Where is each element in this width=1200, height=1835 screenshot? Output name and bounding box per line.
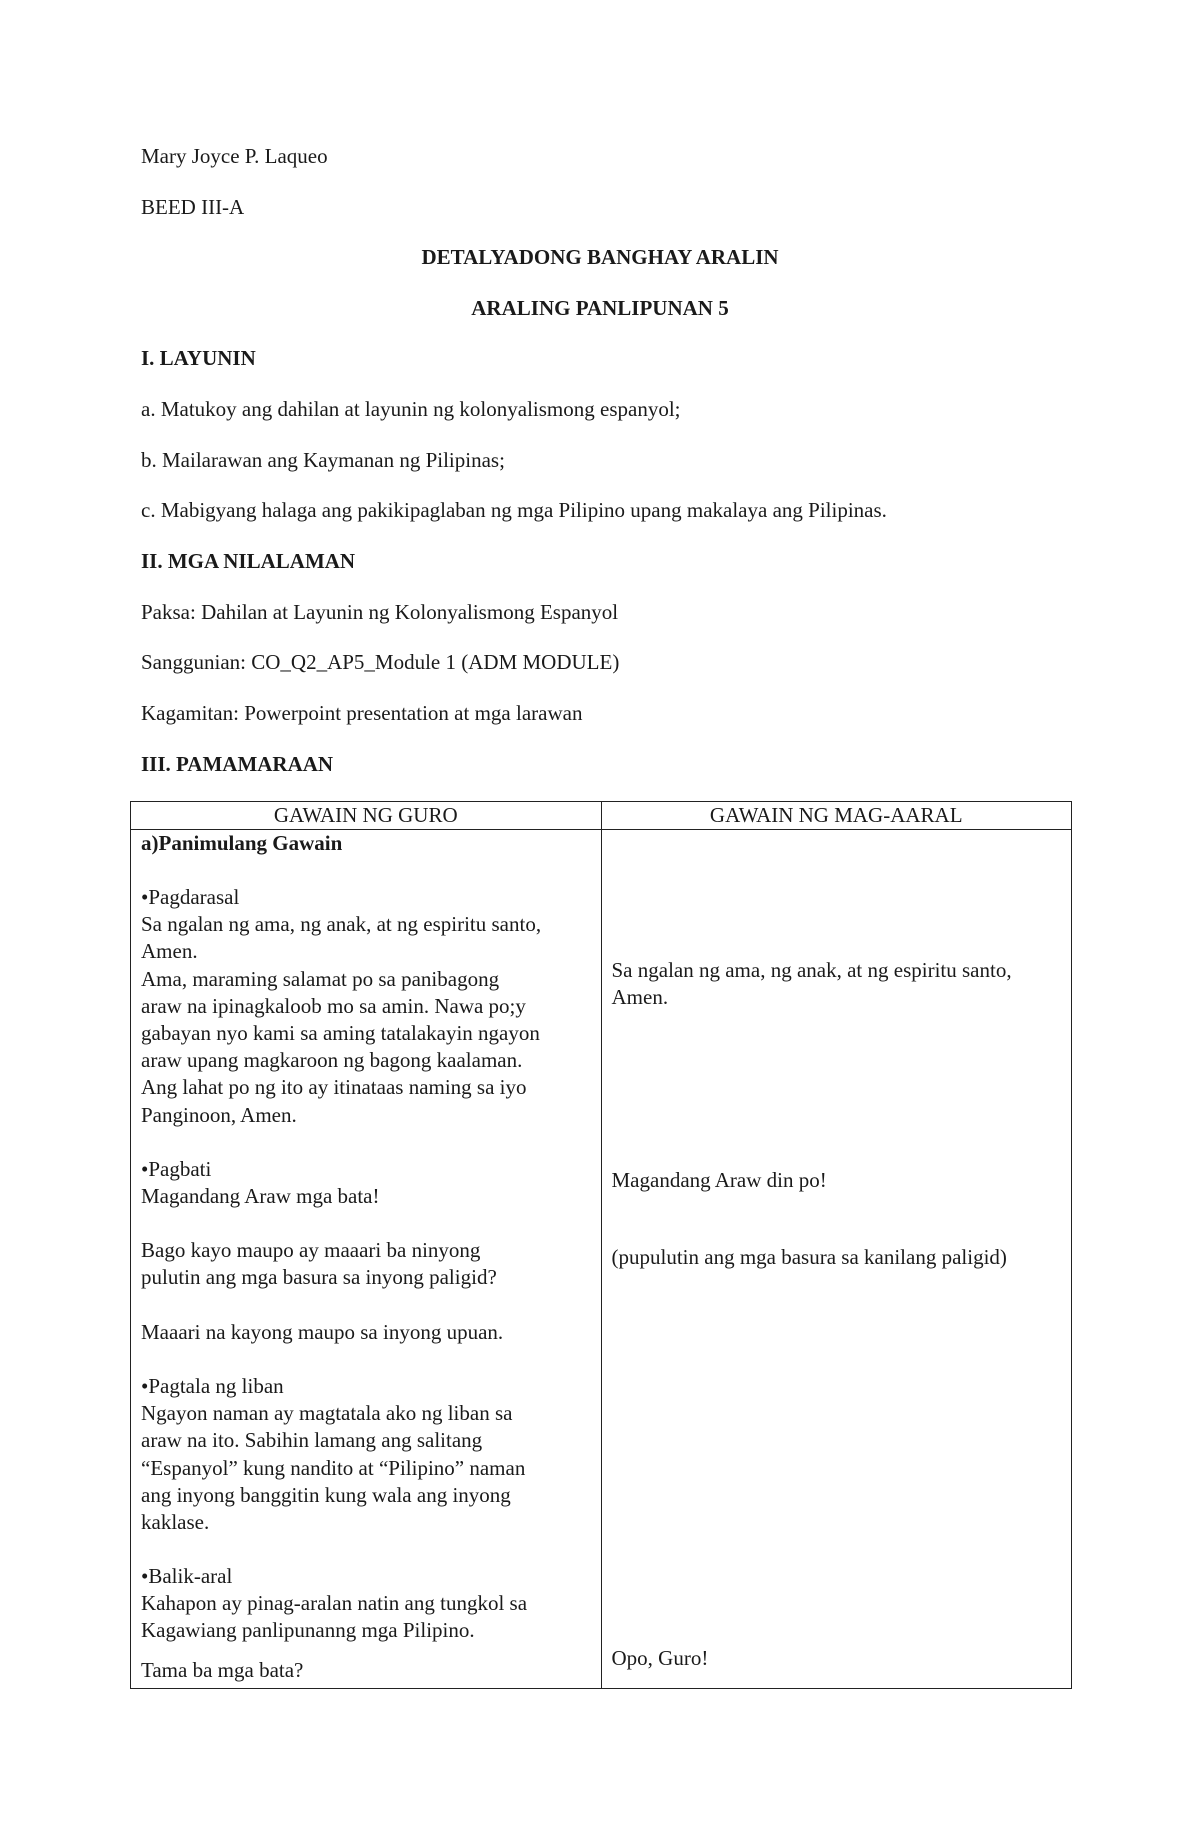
table-header-row [131,802,1072,830]
sit-line: Maaari na kayong maupo sa inyong upuan. [141,1320,504,1344]
author-name: Mary Joyce P. Laqueo [141,144,328,168]
greeting-line: Magandang Araw mga bata! [141,1184,380,1209]
trash-line: pulutin ang mga basura sa inyong paligid? [141,1265,497,1290]
prayer-title: •Pagdarasal [141,885,240,909]
attendance-line: araw na ito. Sabihin lamang ang salitang [141,1428,483,1453]
author-section: BEED III-A [141,195,245,219]
trash-block [141,1237,591,1291]
document-subject: ARALING PANLIPUNAN 5 [471,296,729,320]
table-row [131,830,1072,1689]
procedure-heading: III. PAMAMARAAN [141,752,334,776]
attendance-title: •Pagtala ng liban [141,1374,284,1398]
objective-item-a: a. Matukoy ang dahilan at layunin ng kolonyalismong espanyol; [141,397,681,421]
teacher-column-header: GAWAIN NG GURO [131,802,602,830]
attendance-line: kaklase. [141,1510,210,1535]
attendance-line: Ngayon naman ay magtatala ako ng liban sa [141,1401,513,1426]
prayer-line: Panginoon, Amen. [141,1102,297,1127]
student-column-header: GAWAIN NG MAG-AARAL [601,802,1072,830]
prayer-line: Sa ngalan ng ama, ng anak, at ng espiritu santo, [141,912,542,937]
content-sanggunian: Sanggunian: CO_Q2_AP5_Module 1 (ADM MODULE) [141,650,620,674]
greeting-block [141,1156,591,1210]
content-paksa: Paksa: Dahilan at Layunin ng Kolonyalismong Espanyol [141,600,619,624]
procedure-table [130,801,1072,1689]
prayer-line: gabayan nyo kami sa aming tatalakayin ngayon [141,1021,540,1046]
student-activities-cell [601,830,1072,1689]
student-trash-reply: (pupulutin ang mga basura sa kanilang paligid) [611,1245,1007,1269]
prayer-line: araw upang magkaroon ng bagong kaalaman. [141,1048,523,1073]
objective-item-b: b. Mailarawan ang Kaymanan ng Pilipinas; [141,448,505,472]
review-line: Kagawiang panlipunanng mga Pilipino. [141,1618,475,1643]
prayer-line: Amen. [141,939,198,964]
document-title: DETALYADONG BANGHAY ARALIN [421,245,779,269]
student-prayer-block [612,957,1062,1011]
greeting-title: •Pagbati [141,1157,212,1181]
student-greeting-reply: Magandang Araw din po! [611,1168,827,1192]
objective-item-c: c. Mabigyang halaga ang pakikipaglaban ng mga Pilipino upang makalaya ang Pilipinas. [141,498,887,522]
content-heading: II. MGA NILALAMAN [141,549,356,573]
student-prayer-line: Sa ngalan ng ama, ng anak, at ng espiritu santo, [611,958,1012,982]
teacher-activities-cell [131,830,602,1689]
review-line: Kahapon ay pinag-aralan natin ang tungkol sa [141,1591,528,1616]
student-answer-reply: Opo, Guro! [611,1646,709,1670]
prayer-block [141,884,591,1129]
attendance-line: ang inyong banggitin kung wala ang inyong [141,1482,511,1507]
prayer-line: Ama, maraming salamat po sa panibagong [141,966,500,991]
teacher-section-title: a)Panimulang Gawain [141,831,343,855]
prayer-line: Ang lahat po ng ito ay itinataas naming sa iyo [141,1075,527,1100]
review-title: •Balik-aral [141,1564,233,1588]
review-block [141,1563,591,1645]
attendance-block [141,1373,591,1536]
content-kagamitan: Kagamitan: Powerpoint presentation at mga larawan [141,701,583,725]
student-prayer-line: Amen. [611,985,669,1010]
attendance-line: “Espanyol” kung nandito at “Pilipino” naman [141,1455,526,1480]
question-line: Tama ba mga bata? [141,1658,304,1682]
prayer-line: araw na ipinagkaloob mo sa amin. Nawa po;y [141,993,526,1018]
trash-line: Bago kayo maupo ay maaari ba ninyong [141,1238,481,1262]
objectives-heading: I. LAYUNIN [141,346,256,370]
